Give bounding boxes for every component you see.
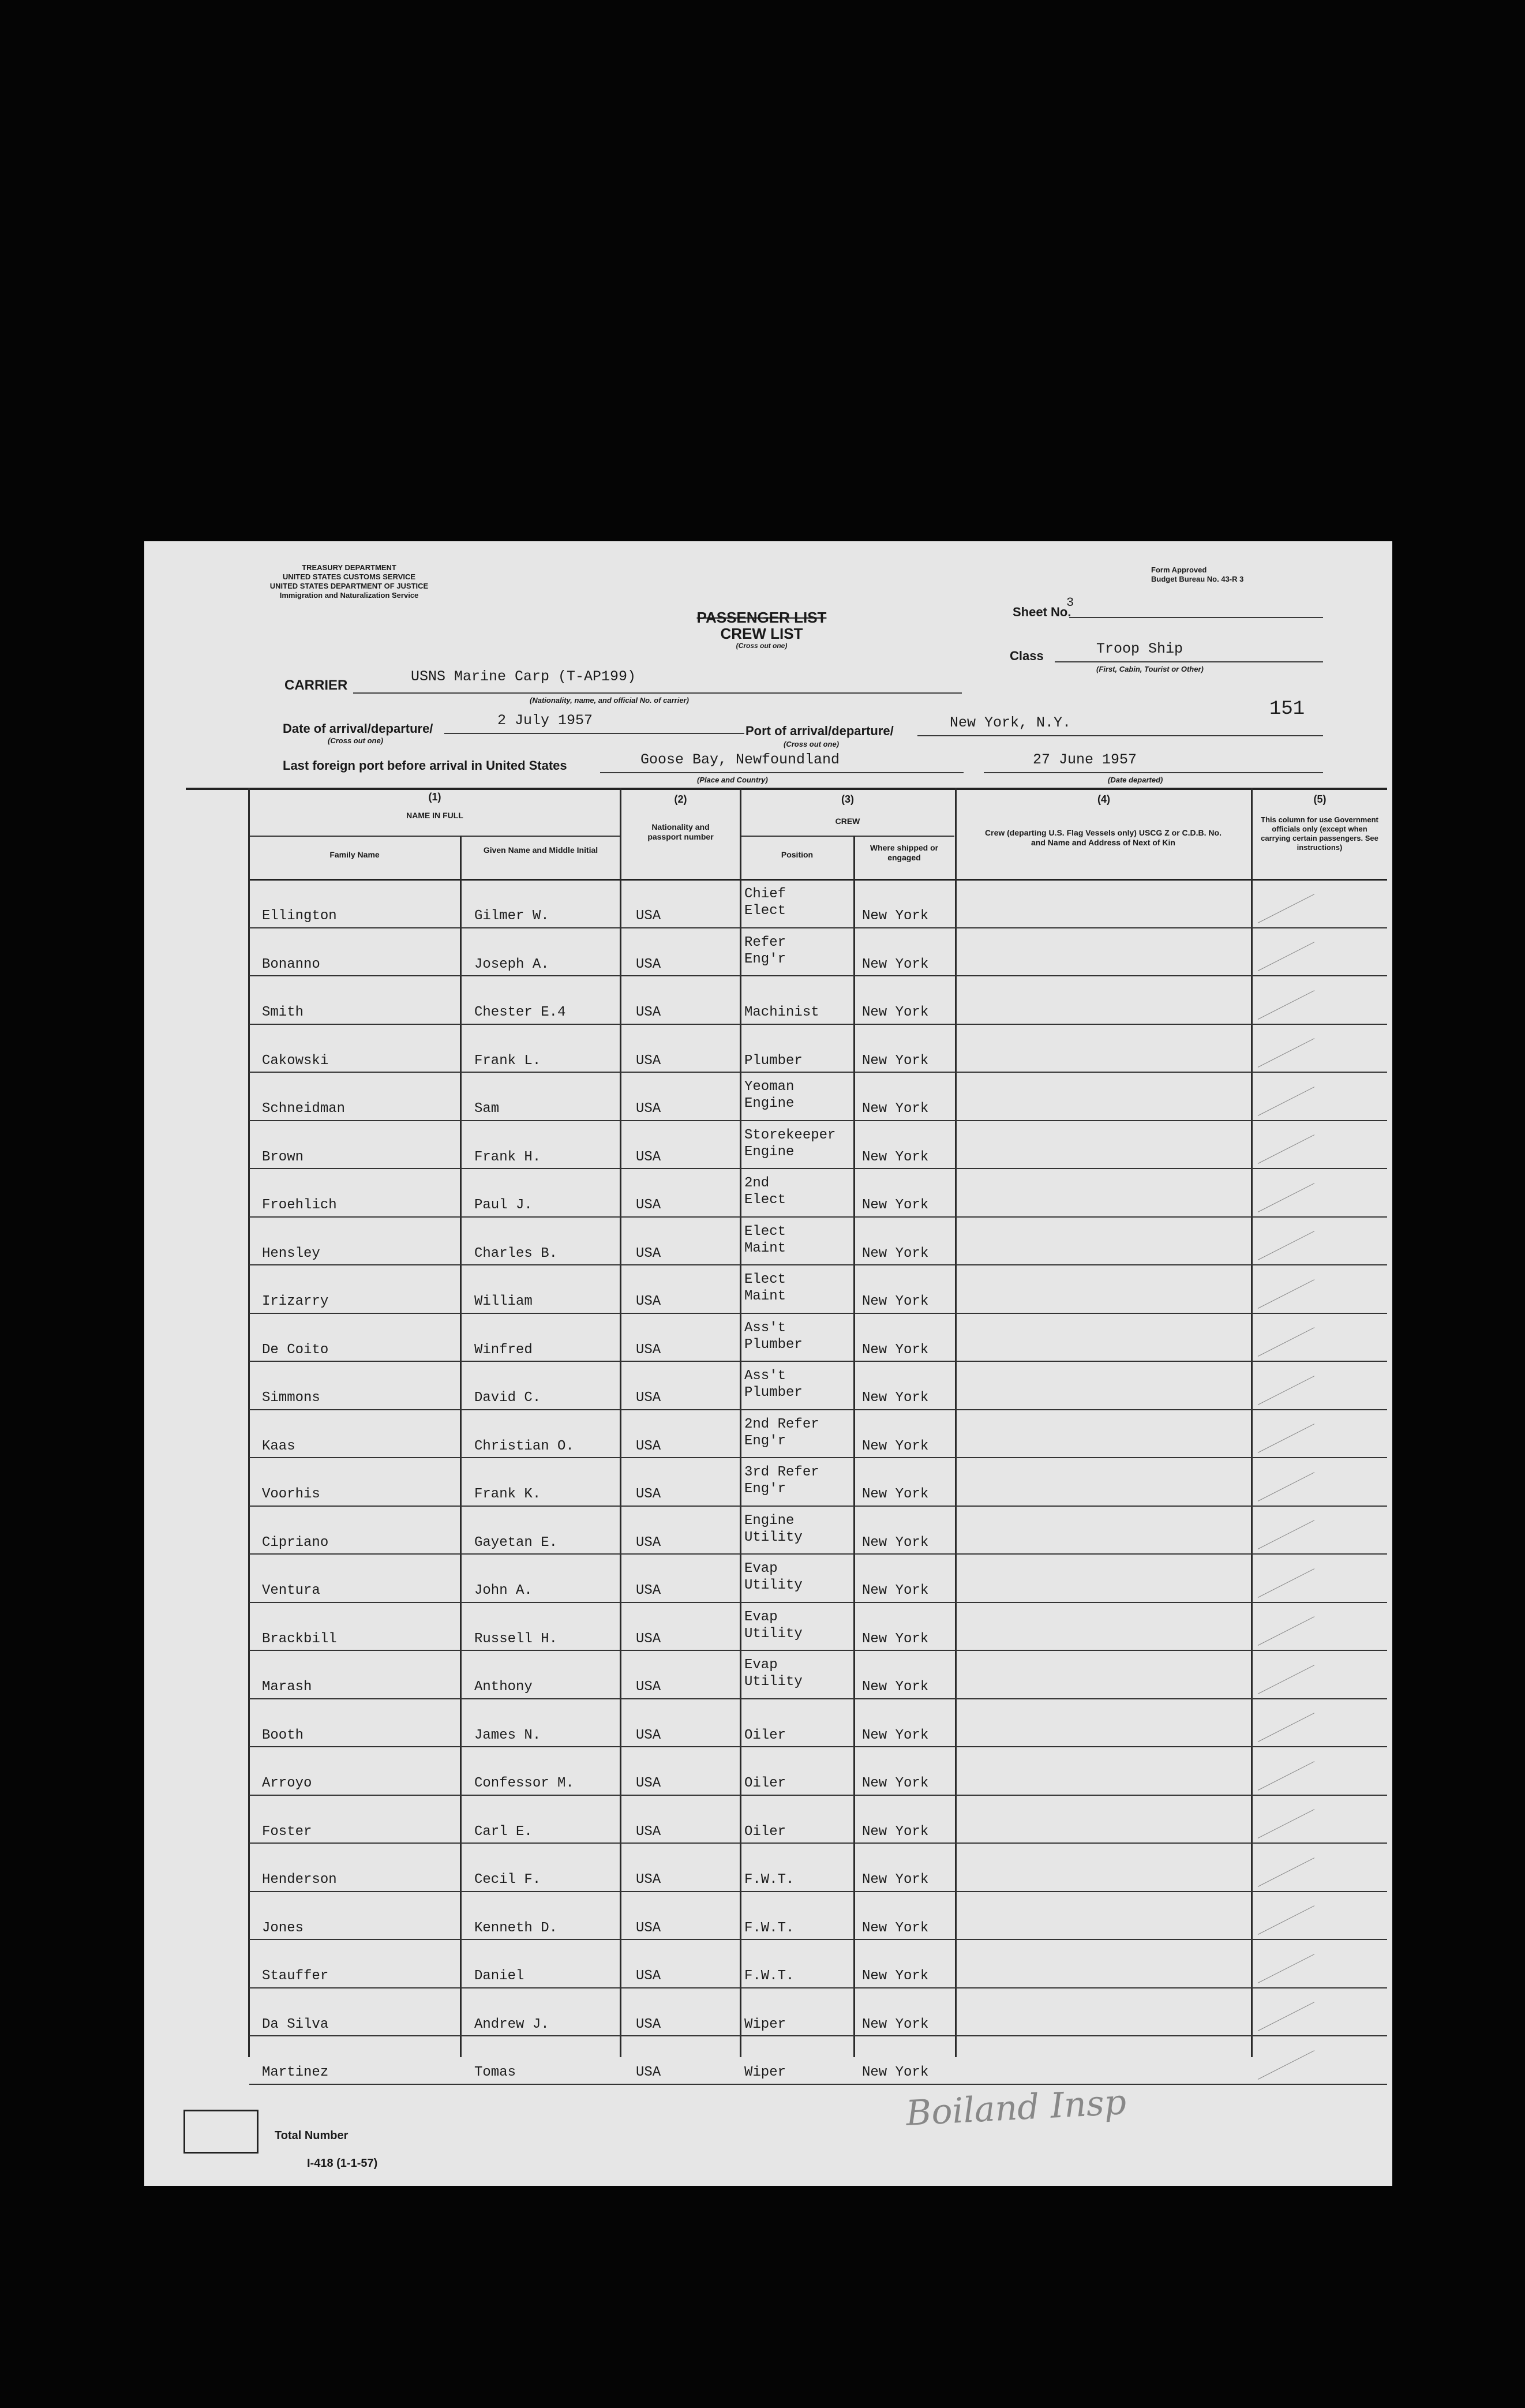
given-name-cell: Cecil F. bbox=[474, 1872, 541, 1888]
carrier-underline bbox=[353, 692, 962, 694]
shipped-where-cell: New York bbox=[862, 1342, 929, 1358]
shipped-where-cell: New York bbox=[862, 1727, 929, 1743]
table-row bbox=[186, 1410, 1387, 1459]
official-check-mark bbox=[1258, 990, 1314, 1020]
official-check-mark bbox=[1258, 2050, 1314, 2080]
shipped-where-cell: New York bbox=[862, 1053, 929, 1069]
official-check-mark bbox=[1258, 1858, 1314, 1887]
official-check-mark bbox=[1258, 1087, 1314, 1116]
table-row bbox=[186, 1747, 1387, 1796]
official-check-mark bbox=[1258, 1231, 1314, 1260]
position-cell: Wiper bbox=[744, 2016, 786, 2032]
position-cell: Elect Maint bbox=[744, 1223, 786, 1256]
shipped-where-cell: New York bbox=[862, 1534, 929, 1551]
shipped-where-cell: New York bbox=[862, 2065, 929, 2080]
given-name-cell: Gilmer W. bbox=[474, 908, 549, 924]
position-cell: Evap Utility bbox=[744, 1609, 803, 1642]
official-check-mark bbox=[1258, 1809, 1314, 1838]
family-name-cell: Kaas bbox=[262, 1438, 295, 1454]
given-name-cell: John A. bbox=[474, 1583, 533, 1598]
shipped-where-cell: New York bbox=[862, 1294, 929, 1309]
given-name-cell: Joseph A. bbox=[474, 956, 549, 972]
form-number: I-418 (1-1-57) bbox=[307, 2157, 378, 2170]
nationality-cell: USA bbox=[636, 2016, 661, 2032]
position-cell: Engine Utility bbox=[744, 1512, 803, 1545]
class-underline bbox=[1055, 661, 1323, 662]
given-name-cell: David C. bbox=[474, 1390, 541, 1406]
position-cell: F.W.T. bbox=[744, 1920, 795, 1936]
col-position-head: Position bbox=[781, 850, 814, 859]
shipped-where-cell: New York bbox=[862, 1101, 929, 1117]
given-name-cell: Gayetan E. bbox=[474, 1534, 558, 1551]
agency-customs: UNITED STATES CUSTOMS SERVICE bbox=[282, 572, 416, 581]
table-row bbox=[186, 1121, 1387, 1170]
lastport-hint: (Place and Country) bbox=[697, 776, 768, 784]
family-name-cell: Schneidman bbox=[262, 1101, 346, 1117]
title-cross-out: (Cross out one) bbox=[736, 642, 788, 650]
carrier-hint: (Nationality, name, and official No. of carrier) bbox=[530, 696, 689, 705]
shipped-where-cell: New York bbox=[862, 1631, 929, 1647]
shipped-where-cell: New York bbox=[862, 1245, 929, 1261]
position-cell: F.W.T. bbox=[744, 1872, 795, 1888]
table-row bbox=[186, 1940, 1387, 1988]
port-label: Port of arrival/departure/ bbox=[745, 724, 894, 738]
table-row bbox=[186, 1362, 1387, 1410]
nationality-cell: USA bbox=[636, 1149, 661, 1165]
nationality-cell: USA bbox=[636, 2065, 661, 2080]
subheader-rule-3 bbox=[741, 836, 954, 837]
family-name-cell: Arroyo bbox=[262, 1776, 312, 1791]
position-cell: F.W.T. bbox=[744, 1968, 795, 1984]
family-name-cell: Ventura bbox=[262, 1583, 320, 1598]
position-cell: Ass't Plumber bbox=[744, 1368, 803, 1400]
given-name-cell: William bbox=[474, 1294, 533, 1309]
nationality-cell: USA bbox=[636, 956, 661, 972]
official-check-mark bbox=[1258, 1905, 1314, 1935]
given-name-cell: Frank L. bbox=[474, 1053, 541, 1069]
table-row bbox=[186, 880, 1387, 928]
agency-block bbox=[199, 563, 499, 600]
position-cell: Elect Maint bbox=[744, 1272, 786, 1304]
given-name-cell: Kenneth D. bbox=[474, 1920, 558, 1936]
carrier-label: CARRIER bbox=[284, 677, 348, 693]
row-rule bbox=[249, 2084, 1387, 2085]
given-name-cell: Carl E. bbox=[474, 1823, 533, 1840]
subheader-rule-1 bbox=[249, 836, 620, 837]
nationality-cell: USA bbox=[636, 1342, 661, 1358]
position-cell: Oiler bbox=[744, 1776, 786, 1791]
nationality-cell: USA bbox=[636, 1631, 661, 1647]
position-cell: Evap Utility bbox=[744, 1561, 803, 1593]
official-check-mark bbox=[1258, 942, 1314, 971]
official-check-mark bbox=[1258, 1954, 1314, 1983]
col4-number: (4) bbox=[1097, 793, 1110, 805]
nationality-cell: USA bbox=[636, 1245, 661, 1261]
official-check-mark bbox=[1258, 1327, 1314, 1357]
position-cell: 3rd Refer Eng'r bbox=[744, 1465, 819, 1497]
sheet-underline bbox=[1069, 617, 1323, 618]
given-name-cell: Chester E.4 bbox=[474, 1005, 566, 1020]
table-row bbox=[186, 1169, 1387, 1218]
official-check-mark bbox=[1258, 1713, 1314, 1742]
given-name-cell: Christian O. bbox=[474, 1438, 574, 1454]
lastport-label: Last foreign port before arrival in United States bbox=[283, 758, 567, 773]
col-family-head: Family Name bbox=[329, 850, 380, 859]
arrival-value: 2 July 1957 bbox=[497, 712, 593, 729]
arrival-underline bbox=[444, 733, 744, 734]
position-cell: 2nd Elect bbox=[744, 1175, 786, 1208]
carrier-value: USNS Marine Carp (T-AP199) bbox=[411, 668, 636, 685]
table-row bbox=[186, 1603, 1387, 1651]
given-name-cell: Frank K. bbox=[474, 1486, 541, 1502]
class-value: Troop Ship bbox=[1096, 641, 1183, 657]
family-name-cell: Stauffer bbox=[262, 1968, 329, 1984]
given-name-cell: Tomas bbox=[474, 2065, 516, 2080]
position-cell: Plumber bbox=[744, 1053, 803, 1069]
given-name-cell: Andrew J. bbox=[474, 2016, 549, 2032]
nationality-cell: USA bbox=[636, 1920, 661, 1936]
agency-immigration: Immigration and Naturalization Service bbox=[279, 591, 419, 600]
table-row bbox=[186, 1458, 1387, 1507]
form-approved: Form Approved bbox=[1151, 566, 1207, 574]
shipped-where-cell: New York bbox=[862, 1679, 929, 1695]
official-check-mark bbox=[1258, 1038, 1314, 1068]
family-name-cell: Jones bbox=[262, 1920, 304, 1936]
shipped-where-cell: New York bbox=[862, 1920, 929, 1936]
family-name-cell: Smith bbox=[262, 1005, 304, 1020]
crew-table bbox=[186, 788, 1387, 2080]
nationality-cell: USA bbox=[636, 1823, 661, 1840]
family-name-cell: Hensley bbox=[262, 1245, 320, 1261]
official-check-mark bbox=[1258, 1520, 1314, 1549]
family-name-cell: Irizarry bbox=[262, 1294, 329, 1309]
family-name-cell: Foster bbox=[262, 1823, 312, 1840]
family-name-cell: Cakowski bbox=[262, 1053, 329, 1069]
table-row bbox=[186, 1988, 1387, 2037]
nationality-cell: USA bbox=[636, 1968, 661, 1984]
family-name-cell: Booth bbox=[262, 1727, 304, 1743]
table-row bbox=[186, 1844, 1387, 1892]
col3-title: CREW bbox=[835, 817, 860, 826]
inspector-signature: Boiland Insp bbox=[905, 2082, 1127, 2134]
family-name-cell: Ellington bbox=[262, 908, 337, 924]
agency-treasury: TREASURY DEPARTMENT bbox=[302, 563, 396, 572]
port-underline bbox=[917, 735, 1323, 736]
table-row bbox=[186, 1651, 1387, 1699]
official-check-mark bbox=[1258, 1616, 1314, 1646]
total-number-box bbox=[183, 2110, 258, 2154]
position-cell: Yeoman Engine bbox=[744, 1079, 795, 1111]
table-top-rule bbox=[186, 788, 1387, 790]
official-check-mark bbox=[1258, 1183, 1314, 1212]
nationality-cell: USA bbox=[636, 1679, 661, 1695]
class-hint: (First, Cabin, Tourist or Other) bbox=[1096, 665, 1204, 673]
shipped-where-cell: New York bbox=[862, 956, 929, 972]
col1-title: NAME IN FULL bbox=[406, 811, 463, 820]
shipped-where-cell: New York bbox=[862, 1823, 929, 1840]
class-label: Class bbox=[1010, 649, 1044, 663]
departed-value: 27 June 1957 bbox=[1033, 751, 1137, 768]
family-name-cell: Marash bbox=[262, 1679, 312, 1695]
table-row bbox=[186, 1699, 1387, 1748]
given-name-cell: Russell H. bbox=[474, 1631, 558, 1647]
col4-title: Crew (departing U.S. Flag Vessels only) USCG Z or C.D.B. No. and Name and Address of Next of Kin bbox=[985, 828, 1222, 847]
nationality-cell: USA bbox=[636, 1101, 661, 1117]
shipped-where-cell: New York bbox=[862, 1390, 929, 1406]
position-cell: Storekeeper Engine bbox=[744, 1127, 836, 1160]
position-cell: Oiler bbox=[744, 1727, 786, 1743]
official-check-mark bbox=[1258, 1568, 1314, 1598]
nationality-cell: USA bbox=[636, 1486, 661, 1502]
given-name-cell: Charles B. bbox=[474, 1245, 558, 1261]
col5-number: (5) bbox=[1313, 793, 1327, 805]
given-name-cell: Confessor M. bbox=[474, 1776, 574, 1791]
nationality-cell: USA bbox=[636, 1438, 661, 1454]
shipped-where-cell: New York bbox=[862, 1872, 929, 1888]
shipped-where-cell: New York bbox=[862, 1197, 929, 1213]
agency-justice: UNITED STATES DEPARTMENT OF JUSTICE bbox=[269, 582, 429, 590]
shipped-where-cell: New York bbox=[862, 908, 929, 924]
lastport-underline bbox=[600, 772, 964, 773]
position-cell: Evap Utility bbox=[744, 1657, 803, 1690]
departed-hint: (Date departed) bbox=[1108, 776, 1163, 784]
family-name-cell: Voorhis bbox=[262, 1486, 320, 1502]
col1-number: (1) bbox=[428, 791, 441, 803]
given-name-cell: Winfred bbox=[474, 1342, 533, 1358]
shipped-where-cell: New York bbox=[862, 1776, 929, 1791]
family-name-cell: Froehlich bbox=[262, 1197, 337, 1213]
nationality-cell: USA bbox=[636, 1727, 661, 1743]
shipped-where-cell: New York bbox=[862, 1486, 929, 1502]
col3-number: (3) bbox=[841, 793, 854, 805]
family-name-cell: Cipriano bbox=[262, 1534, 329, 1551]
position-cell: Oiler bbox=[744, 1823, 786, 1840]
table-row bbox=[186, 1892, 1387, 1941]
shipped-where-cell: New York bbox=[862, 1583, 929, 1598]
sheet-number: 3 bbox=[1066, 596, 1074, 610]
shipped-where-cell: New York bbox=[862, 2016, 929, 2032]
table-row bbox=[186, 1218, 1387, 1266]
table-row bbox=[186, 928, 1387, 977]
official-check-mark bbox=[1258, 1472, 1314, 1501]
table-row bbox=[186, 1555, 1387, 1603]
table-row bbox=[186, 1314, 1387, 1362]
nationality-cell: USA bbox=[636, 908, 661, 924]
arrival-hint: (Cross out one) bbox=[328, 736, 384, 745]
nationality-cell: USA bbox=[636, 1053, 661, 1069]
col-where-head: Where shipped or engaged bbox=[870, 843, 939, 862]
position-cell: Machinist bbox=[744, 1005, 819, 1020]
title-block bbox=[652, 609, 871, 650]
budget-bureau: Budget Bureau No. 43-R 3 bbox=[1151, 575, 1244, 583]
col2-title: Nationality and passport number bbox=[647, 822, 714, 841]
table-row bbox=[186, 976, 1387, 1025]
departed-underline bbox=[984, 772, 1323, 773]
official-check-mark bbox=[1258, 1761, 1314, 1791]
col-given-head: Given Name and Middle Initial bbox=[483, 845, 598, 855]
table-row bbox=[186, 2036, 1387, 2085]
table-row bbox=[186, 1025, 1387, 1073]
shipped-where-cell: New York bbox=[862, 1968, 929, 1984]
table-row bbox=[186, 1796, 1387, 1844]
family-name-cell: Da Silva bbox=[262, 2016, 329, 2032]
family-name-cell: Bonanno bbox=[262, 956, 320, 972]
table-row bbox=[186, 1265, 1387, 1314]
nationality-cell: USA bbox=[636, 1583, 661, 1598]
table-row bbox=[186, 1507, 1387, 1555]
page-number: 151 bbox=[1269, 698, 1305, 720]
family-name-cell: De Coito bbox=[262, 1342, 329, 1358]
nationality-cell: USA bbox=[636, 1776, 661, 1791]
official-check-mark bbox=[1258, 894, 1314, 923]
nationality-cell: USA bbox=[636, 1005, 661, 1020]
given-name-cell: Frank H. bbox=[474, 1149, 541, 1165]
family-name-cell: Brown bbox=[262, 1149, 304, 1165]
position-cell: Refer Eng'r bbox=[744, 934, 786, 967]
table-row bbox=[186, 1073, 1387, 1121]
position-cell: Wiper bbox=[744, 2065, 786, 2080]
shipped-where-cell: New York bbox=[862, 1005, 929, 1020]
title-crew-list: CREW LIST bbox=[720, 625, 803, 642]
port-hint: (Cross out one) bbox=[784, 740, 840, 748]
nationality-cell: USA bbox=[636, 1294, 661, 1309]
col5-title: This column for use Government officials only (except when carrying certain passengers. See instructions) bbox=[1261, 815, 1378, 852]
arrival-label: Date of arrival/departure/ bbox=[283, 721, 433, 736]
col2-number: (2) bbox=[674, 793, 687, 805]
total-number-label: Total Number bbox=[275, 2129, 349, 2142]
official-check-mark bbox=[1258, 1376, 1314, 1405]
nationality-cell: USA bbox=[636, 1390, 661, 1406]
position-cell: Chief Elect bbox=[744, 886, 786, 919]
given-name-cell: Anthony bbox=[474, 1679, 533, 1695]
given-name-cell: Daniel bbox=[474, 1968, 524, 1984]
official-check-mark bbox=[1258, 1665, 1314, 1694]
family-name-cell: Brackbill bbox=[262, 1631, 337, 1647]
nationality-cell: USA bbox=[636, 1872, 661, 1888]
form-approved-block bbox=[1151, 566, 1243, 584]
port-value: New York, N.Y. bbox=[950, 714, 1071, 731]
nationality-cell: USA bbox=[636, 1197, 661, 1213]
family-name-cell: Martinez bbox=[262, 2065, 329, 2080]
official-check-mark bbox=[1258, 1134, 1314, 1164]
given-name-cell: James N. bbox=[474, 1727, 541, 1743]
position-cell: Ass't Plumber bbox=[744, 1320, 803, 1353]
position-cell: 2nd Refer Eng'r bbox=[744, 1416, 819, 1449]
title-passenger-crossed: PASSENGER LIST bbox=[696, 609, 827, 626]
sheet-label: Sheet No. bbox=[1013, 605, 1071, 619]
shipped-where-cell: New York bbox=[862, 1438, 929, 1454]
given-name-cell: Paul J. bbox=[474, 1197, 533, 1213]
family-name-cell: Henderson bbox=[262, 1872, 337, 1888]
official-check-mark bbox=[1258, 1279, 1314, 1309]
given-name-cell: Sam bbox=[474, 1101, 500, 1117]
nationality-cell: USA bbox=[636, 1534, 661, 1551]
official-check-mark bbox=[1258, 2002, 1314, 2031]
official-check-mark bbox=[1258, 1424, 1314, 1453]
family-name-cell: Simmons bbox=[262, 1390, 320, 1406]
manifest-sheet bbox=[144, 541, 1392, 2186]
shipped-where-cell: New York bbox=[862, 1149, 929, 1165]
lastport-value: Goose Bay, Newfoundland bbox=[640, 751, 840, 768]
